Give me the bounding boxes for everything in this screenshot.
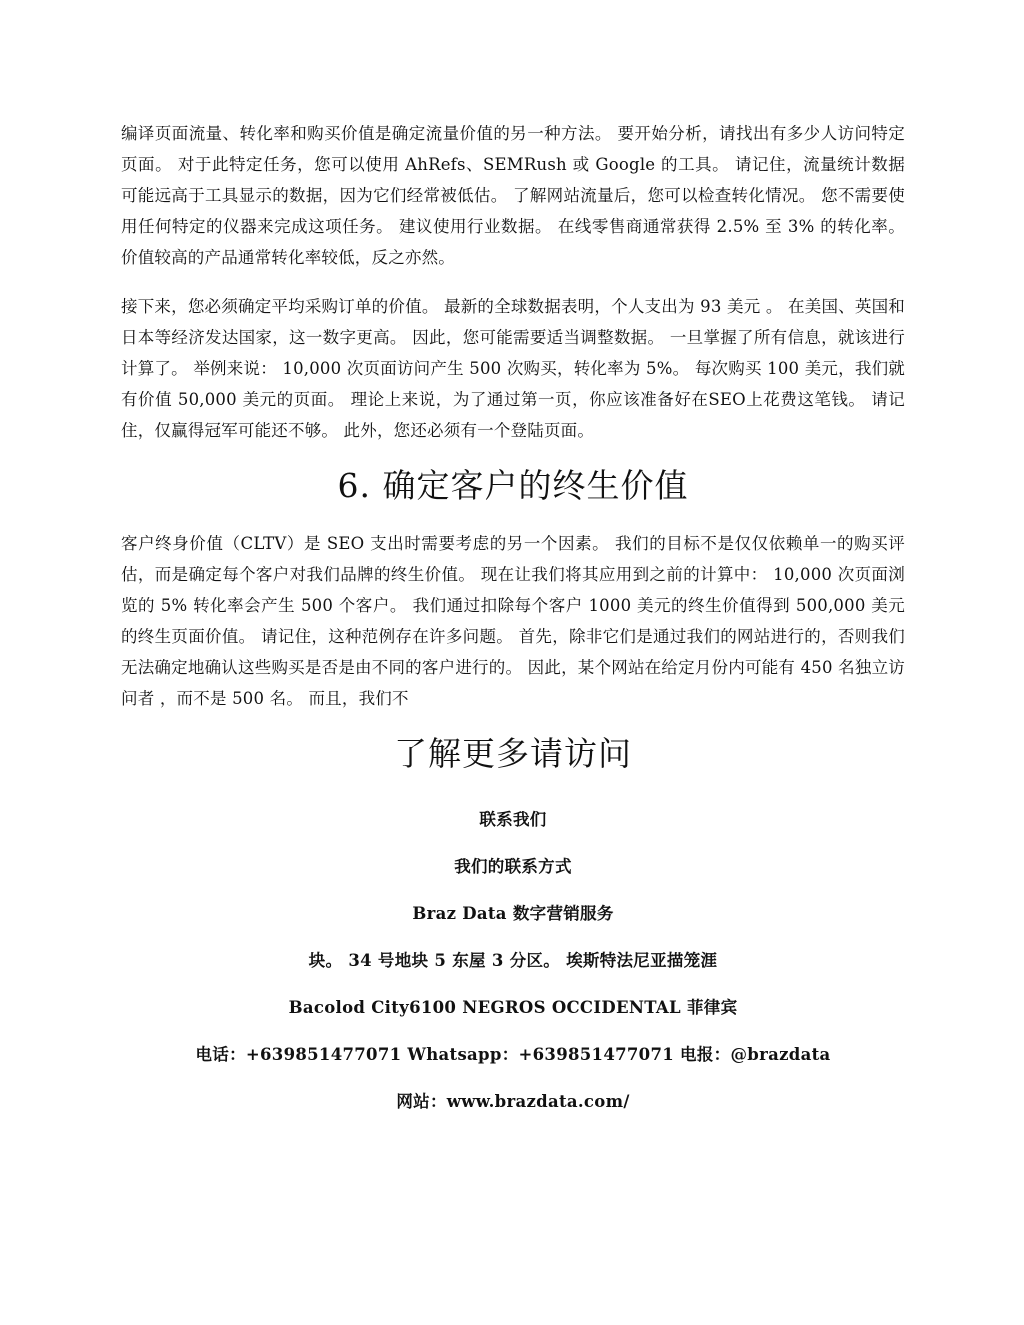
contact-heading: 了解更多请访问	[394, 734, 632, 773]
contact-us-label: 联系我们	[479, 810, 547, 829]
phone-line: 电话：+639851477071 Whatsapp：+639851477071 电报：@brazdata	[195, 1045, 831, 1064]
contact-block	[121, 796, 905, 1125]
address-line-1: 块。 34 号地块 5 东屋 3 分区。 埃斯特法尼亚描笼涯	[308, 951, 718, 970]
address-line-2: Bacolod City6100 NEGROS OCCIDENTAL 菲律宾	[288, 998, 738, 1017]
page-content	[121, 118, 905, 1125]
website-line: 网站：www.brazdata.com/	[396, 1092, 630, 1111]
paragraph-traffic-value: 编译页面流量、转化率和购买价值是确定流量价值的另一种方法。 要开始分析，请找出有多少人访问特定页面。 对于此特定任务，您可以使用 AhRefs、SEMRush 或 Google 的工具。 请记住，流量统计数据可能远高于工具显示的数据，因为它们经常被低估。 了解网站流量后，您可以检查转化情况。 您不需要使用任何特定的仪器来完成这项任务。 建议使用行业数据。 在线零售商通常获得 2.5% 至 3% 的转化率。 价值较高的产品通常转化率较低，反之亦然。	[121, 124, 905, 267]
company-name: Braz Data 数字营销服务	[412, 904, 614, 923]
section-heading-lifetime-value: 6. 确定客户的终生价值	[337, 466, 689, 505]
paragraph-order-value: 接下来，您必须确定平均采购订单的价值。 最新的全球数据表明，个人支出为 93 美元 。 在美国、英国和日本等经济发达国家，这一数字更高。 因此，您可能需要适当调整数据。 一旦掌握了所有信息，就该进行计算了。 举例来说： 10,000 次页面访问产生 500 次购买，转化率为 5%。 每次购买 100 美元，我们就有价值 50,000 美元的页面。 理论上来说，为了通过第一页，你应该准备好在SEO上花费这笔钱。 请记住，仅赢得冠军可能还不够。 此外，您还必须有一个登陆页面。	[121, 297, 905, 440]
contact-methods-label: 我们的联系方式	[454, 857, 572, 876]
paragraph-lifetime-value: 客户终身价值（CLTV）是 SEO 支出时需要考虑的另一个因素。 我们的目标不是仅仅依赖单一的购买评估，而是确定每个客户对我们品牌的终生价值。 现在让我们将其应用到之前的计算中： 10,000 次页面浏览的 5% 转化率会产生 500 个客户。 我们通过扣除每个客户 1000 美元的终生价值得到 500,000 美元的终生页面价值。 请记住，这种范例存在许多问题。 首先，除非它们是通过我们的网站进行的，否则我们无法确定地确认这些购买是否是由不同的客户进行的。 因此，某个网站在给定月份内可能有 450 名独立访问者 ，而不是 500 名。 而且，我们不	[121, 534, 905, 708]
